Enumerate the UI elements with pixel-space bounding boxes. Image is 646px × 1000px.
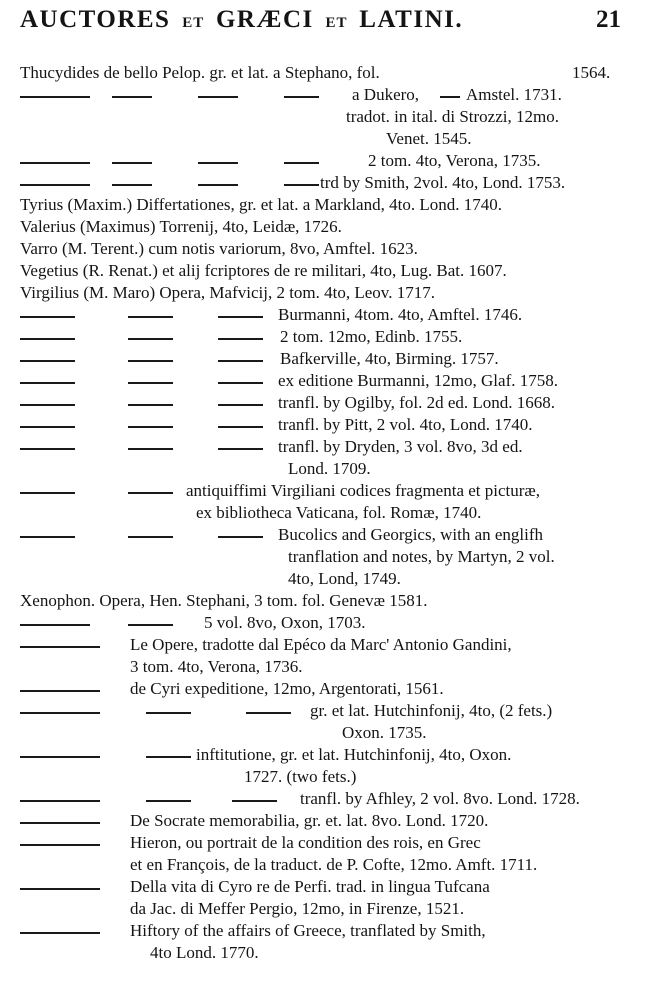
ditto-dash [284,184,319,186]
entry-line: da Jac. di Meffer Pergio, 12mo, in Firenze, 1521. [130,899,465,918]
running-title [20,6,463,34]
ditto-dash [20,338,75,340]
ditto-dash [20,404,75,406]
ditto-dash [146,712,191,714]
entry-line: tranfl. by Ogilby, fol. 2d ed. Lond. 1668. [278,393,555,412]
ditto-dash [440,96,460,98]
entry-line: gr. et lat. Hutchinfonij, 4to, (2 fets.) [310,701,553,720]
ditto-dash [218,338,263,340]
title-word-latini: LATINI. [359,6,464,33]
ditto-dash [20,184,90,186]
ditto-dash [20,162,90,164]
ditto-dash [284,96,319,98]
ditto-dash [20,96,90,98]
ditto-dash [232,800,277,802]
ditto-dash [20,426,75,428]
entry-line: Virgilius (M. Maro) Opera, Mafvicij, 2 tom. 4to, Leov. 1717. [20,283,435,302]
entry-line: de Cyri expeditione, 12mo, Argentorati, 1561. [130,679,444,698]
entry-line: tranflation and notes, by Martyn, 2 vol. [288,547,555,566]
entry-line: Della vita di Cyro re de Perfi. trad. in lingua Tufcana [130,877,490,896]
entry-line: Lond. 1709. [288,459,371,478]
entry-line: Amstel. 1731. [466,85,562,104]
ditto-dash [20,316,75,318]
ditto-dash [218,404,263,406]
entry-line: Oxon. 1735. [342,723,427,742]
entry-line: trd by Smith, 2vol. 4to, Lond. 1753. [320,173,566,192]
ditto-dash [128,338,173,340]
page-number: 21 [596,6,621,33]
ditto-dash [128,316,173,318]
ditto-dash [20,888,100,890]
entry-line: 2 tom. 4to, Verona, 1735. [368,151,541,170]
ditto-dash [20,844,100,846]
ditto-dash [128,382,173,384]
ditto-dash [198,162,238,164]
ditto-dash [146,756,191,758]
ditto-dash [20,536,75,538]
entry-line: inftitutione, gr. et lat. Hutchinfonij, 4to, Oxon. [196,745,512,764]
entry-year: 1564. [572,63,611,82]
entry-line: tranfl. by Dryden, 3 vol. 8vo, 3d ed. [278,437,523,456]
entry-line: Thucydides de bello Pelop. gr. et lat. a Stephano, fol. [20,63,380,82]
ditto-dash [20,756,100,758]
ditto-dash [20,624,90,626]
entry-line: Xenophon. Opera, Hen. Stephani, 3 tom. fol. Genevæ 1581. [20,591,428,610]
ditto-dash [218,426,263,428]
title-word-auctores: AUCTORES [20,6,171,33]
ditto-dash [112,162,152,164]
ditto-dash [128,448,173,450]
ditto-dash [218,316,263,318]
entry-line: tranfl. by Afhley, 2 vol. 8vo. Lond. 1728. [300,789,580,808]
title-word-et-2: ET [325,15,348,31]
ditto-dash [198,96,238,98]
ditto-dash [198,184,238,186]
ditto-dash [218,448,263,450]
ditto-dash [218,360,263,362]
entry-line: et en François, de la traduct. de P. Cofte, 12mo. Amft. 1711. [130,855,538,874]
title-word-et-1: ET [182,15,205,31]
entry-line: 1727. (two fets.) [244,767,357,786]
ditto-dash [246,712,291,714]
entry-line: Bafkerville, 4to, Birming. 1757. [280,349,499,368]
ditto-dash [218,536,263,538]
ditto-dash [128,404,173,406]
entry-line: Bucolics and Georgics, with an englifh [278,525,544,544]
ditto-dash [128,426,173,428]
title-word-graeci: GRÆCI [215,6,314,33]
entry-line: ex bibliotheca Vaticana, fol. Romæ, 1740. [196,503,482,522]
entry-line: ex editione Burmanni, 12mo, Glaf. 1758. [278,371,558,390]
entry-line: 4to, Lond, 1749. [288,569,401,588]
entry-line: tradot. in ital. di Strozzi, 12mo. [346,107,559,126]
ditto-dash [112,184,152,186]
ditto-dash [218,382,263,384]
entry-line: Venet. 1545. [386,129,472,148]
ditto-dash [128,624,173,626]
entry-line: Varro (M. Terent.) cum notis variorum, 8vo, Amftel. 1623. [20,239,418,258]
ditto-dash [20,492,75,494]
ditto-dash [128,492,173,494]
entry-line: Vegetius (R. Renat.) et alij fcriptores de re militari, 4to, Lug. Bat. 1607. [20,261,507,280]
ditto-dash [20,448,75,450]
entry-line: 5 vol. 8vo, Oxon, 1703. [204,613,366,632]
ditto-dash [20,690,100,692]
ditto-dash [128,360,173,362]
entry-line: Valerius (Maximus) Torrenij, 4to, Leidæ, 1726. [20,217,342,236]
ditto-dash [20,800,100,802]
entry-line: 3 tom. 4to, Verona, 1736. [130,657,303,676]
entry-line: De Socrate memorabilia, gr. et. lat. 8vo. Lond. 1720. [130,811,489,830]
entry-line: 2 tom. 12mo, Edinb. 1755. [280,327,463,346]
entry-line: Burmanni, 4tom. 4to, Amftel. 1746. [278,305,523,324]
ditto-dash [20,712,100,714]
entry-line: a Dukero, [352,85,420,104]
entry-line: Tyrius (Maxim.) Differtationes, gr. et lat. a Markland, 4to. Lond. 1740. [20,195,502,214]
ditto-dash [284,162,319,164]
entry-line: tranfl. by Pitt, 2 vol. 4to, Lond. 1740. [278,415,533,434]
page-header [0,6,646,42]
entry-line: Hiftory of the affairs of Greece, tranflated by Smith, [130,921,486,940]
ditto-dash [20,360,75,362]
ditto-dash [128,536,173,538]
ditto-dash [20,646,100,648]
entry-line: antiquiffimi Virgiliani codices fragmenta et picturæ, [186,481,541,500]
entry-line: Le Opere, tradotte dal Epéco da Marc' Antonio Gandini, [130,635,512,654]
ditto-dash [112,96,152,98]
ditto-dash [146,800,191,802]
entry-line: 4to Lond. 1770. [150,943,259,962]
ditto-dash [20,382,75,384]
ditto-dash [20,822,100,824]
entry-line: Hieron, ou portrait de la condition des rois, en Grec [130,833,481,852]
ditto-dash [20,932,100,934]
